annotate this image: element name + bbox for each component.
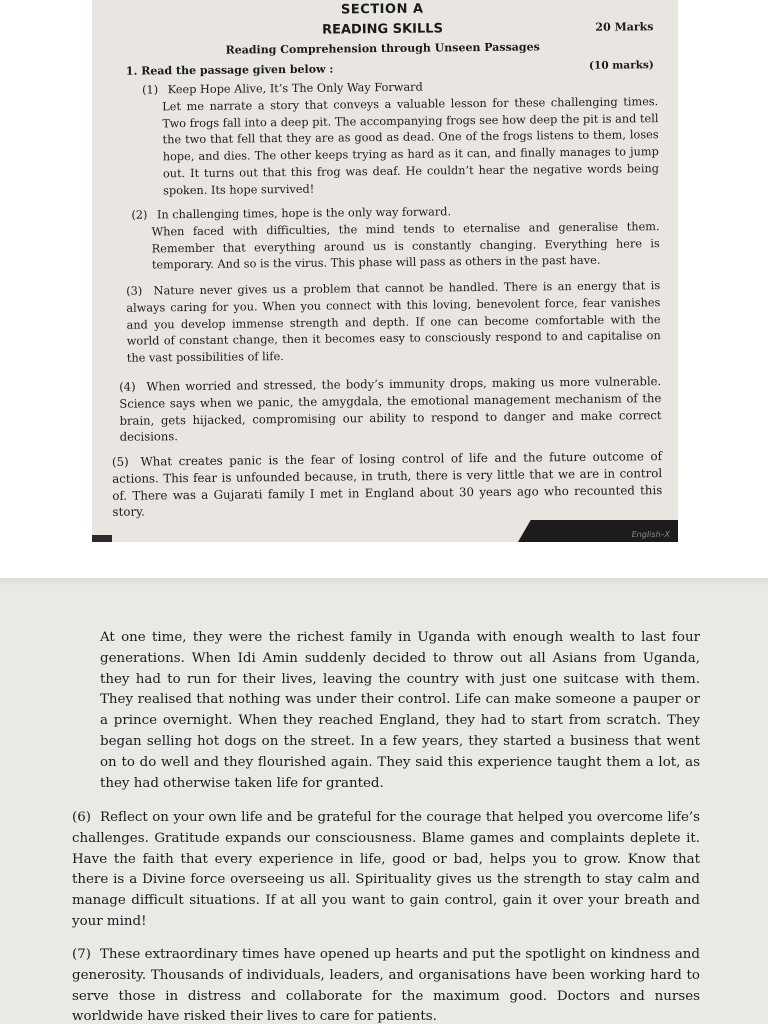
question-marks: (10 marks)	[588, 59, 654, 72]
paragraph-number: (7)	[72, 947, 91, 962]
section-title: SECTION A	[340, 1, 424, 18]
passage-paragraph-4	[119, 373, 662, 446]
paragraph-text: Nature never gives us a problem that cannot be handled. There is an energy that is always caring for you. When you connect with this loving, benevolent force, fear vanishes and you develop immense strength and depth. If one can become comfortable with the world of constant change, then it becomes easy to consciously respond to and capitalise on the vast possibilities of life.	[126, 279, 661, 365]
passage-paragraph-1	[142, 77, 659, 200]
paragraph-number: (2)	[131, 208, 148, 222]
continued-paragraph: At one time, they were the richest family in Uganda with enough wealth to last four generations. When Idi Amin suddenly decided to throw out all Asians from Uganda, they had to run for their lives, leaving the country with just one suitcase with them. They realised that nothing was under their control. Life can make someone a pauper or a prince overnight. When they reached England, they had to start from scratch. They began selling hot dogs on the street. In a few years, they started a business that went on to do well and they flourished again. They said this experience taught them a lot, as they had otherwise taken life for granted.	[100, 630, 700, 791]
paragraph-number: (3)	[126, 284, 143, 298]
page-fold-shadow	[92, 535, 112, 542]
total-marks: 20 Marks	[595, 20, 654, 34]
paragraph-heading: Keep Hope Alive, It’s The Only Way Forward	[167, 80, 423, 97]
passage-paragraph-3	[126, 278, 661, 368]
passage-paragraph-5	[112, 448, 663, 521]
passage-paragraph-2	[131, 202, 660, 275]
passage-paragraph-6	[72, 808, 700, 933]
paragraph-heading: In challenging times, hope is the only way forward.	[156, 205, 452, 222]
paragraph-text: What creates panic is the fear of losing control of life and the future outcome of actions. This fear is unfounded because, in truth, there is very little that we are in control of. There was a Gujarati family I met in England about 30 years ago who recounted this story.	[112, 449, 663, 520]
question-prompt: 1. Read the passage given below :	[125, 62, 334, 78]
top-page-scan	[92, 0, 678, 542]
paragraph-number: (5)	[111, 454, 129, 469]
paragraph-number: (1)	[142, 83, 159, 97]
paragraph-text: Let me narrate a story that conveys a valuable lesson for these challenging times. Two frogs fall into a deep pit. The accompanying frogs see how deep the pit is and tell the two that fell that they are as good as dead. One of the frogs listens to them, loses hope, and dies. The other keeps trying as hard as it can, and finally manages to jump out. It turns out that this frog was deaf. He couldn’t hear the negative words being spoken. Its hope survived!	[162, 94, 660, 198]
paragraph-text: Reflect on your own life and be grateful for the courage that helped you overcome life’s challenges. Gratitude expands our consciousness. Blame games and complaints deplete it. Have the faith that every experience in life, good or bad, helps you to grow. Know that there is a Divine force overseeing us all. Spirituality gives us the strength to stay calm and manage difficult situations. If at all you want to gain control, gain it over your breath and your mind!	[72, 810, 700, 929]
page-edge	[0, 578, 768, 586]
bottom-page-scan	[0, 578, 768, 1024]
paragraph-text: When worried and stressed, the body’s immunity drops, making us more vulnerable. Science says when we panic, the amygdala, the emotional management mechanism of the brain, gets hijacked, compromising our ability to respond to danger and make correct decisions.	[119, 374, 662, 445]
paragraph-number: (6)	[72, 810, 91, 825]
reading-skills-title: READING SKILLS	[321, 21, 443, 38]
paragraph-text: When faced with difficulties, the mind tends to eternalise and generalise them. Remember that everything around us is constantly changing. Everything here is temporary. And so is the virus. This phase will pass as others in the past have.	[151, 219, 660, 272]
paragraph-text: These extraordinary times have opened up hearts and put the spotlight on kindness and generosity. Thousands of individuals, leaders, and organisations have been working hard to serve those in distress and collaborate for the maximum good. Doctors and nurses worldwide have risked their lives to care for patients.	[72, 947, 700, 1024]
paragraph-number: (4)	[119, 379, 136, 394]
section-subtitle: Reading Comprehension through Unseen Passages	[225, 40, 540, 57]
footer-label: English–X	[631, 530, 670, 539]
passage-paragraph-7	[72, 945, 700, 1024]
